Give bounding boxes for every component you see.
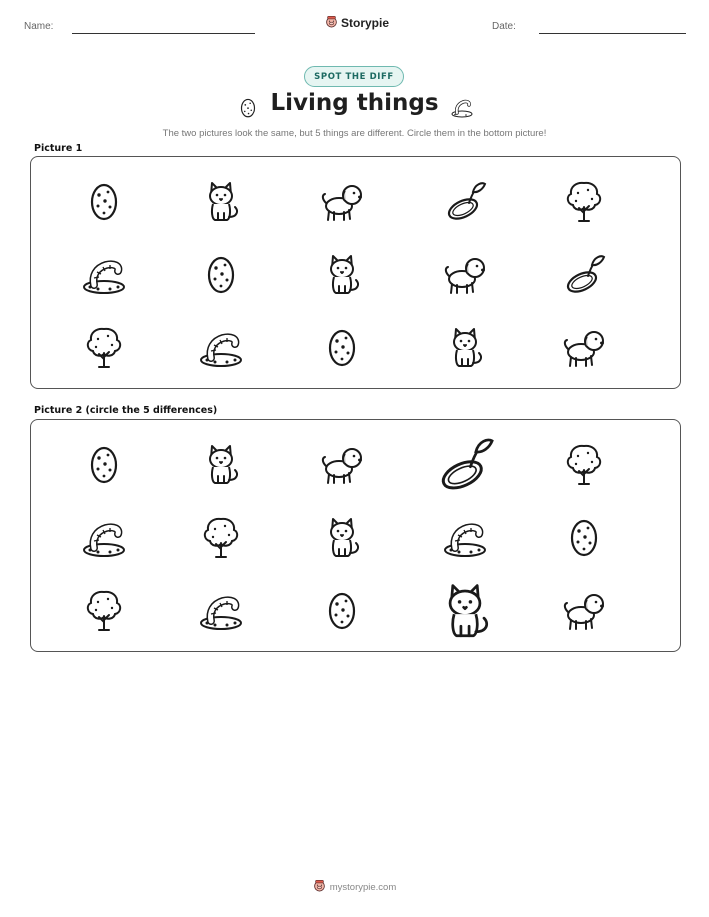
sprout-icon: [554, 246, 614, 302]
worm-icon[interactable]: [191, 582, 251, 638]
spot-the-diff-badge: SPOT THE DIFF: [304, 66, 404, 87]
dog-icon[interactable]: [312, 436, 372, 492]
egg-icon: [237, 94, 259, 120]
worm-icon: [448, 95, 476, 119]
egg-icon: [312, 319, 372, 375]
worm-icon: [191, 319, 251, 375]
cat-icon: [312, 246, 372, 302]
dog-icon: [312, 173, 372, 229]
dog-icon[interactable]: [554, 582, 614, 638]
page-title: Living things: [270, 90, 439, 116]
tree-icon[interactable]: [191, 509, 251, 565]
worm-icon[interactable]: [74, 509, 134, 565]
brand-logo: [325, 15, 389, 31]
cat-icon[interactable]: [312, 509, 372, 565]
tree-icon[interactable]: [74, 582, 134, 638]
cat-icon: [435, 319, 495, 375]
instructions: The two pictures look the same, but 5 things are different. Circle them in the bottom picture!: [162, 128, 547, 139]
dog-icon: [554, 319, 614, 375]
name-line[interactable]: [72, 33, 255, 34]
egg-icon[interactable]: [554, 509, 614, 565]
date-line[interactable]: [539, 33, 686, 34]
dog-icon: [435, 246, 495, 302]
picture1-label: Picture 1: [34, 143, 83, 154]
footer: [0, 879, 709, 895]
egg-icon[interactable]: [312, 582, 372, 638]
name-label: Name:: [24, 21, 54, 32]
egg-icon[interactable]: [74, 436, 134, 492]
pig-mascot-icon: [325, 15, 338, 31]
picture1-panel: [30, 156, 681, 389]
cat-icon[interactable]: [191, 436, 251, 492]
footer-url: mystorypie.com: [329, 881, 397, 893]
egg-icon: [191, 246, 251, 302]
date-label: Date:: [492, 21, 516, 32]
picture2-label: Picture 2 (circle the 5 differences): [34, 405, 218, 416]
egg-icon: [74, 173, 134, 229]
cat-icon: [191, 173, 251, 229]
sprout-icon[interactable]: [423, 426, 507, 502]
cat-icon[interactable]: [423, 572, 507, 648]
worm-icon[interactable]: [435, 509, 495, 565]
brand-name: Storypie: [341, 16, 390, 30]
pig-mascot-icon: [313, 879, 326, 895]
tree-icon: [554, 173, 614, 229]
picture2-panel[interactable]: [30, 419, 681, 652]
tree-icon[interactable]: [554, 436, 614, 492]
worm-icon: [74, 246, 134, 302]
sprout-icon: [435, 173, 495, 229]
tree-icon: [74, 319, 134, 375]
